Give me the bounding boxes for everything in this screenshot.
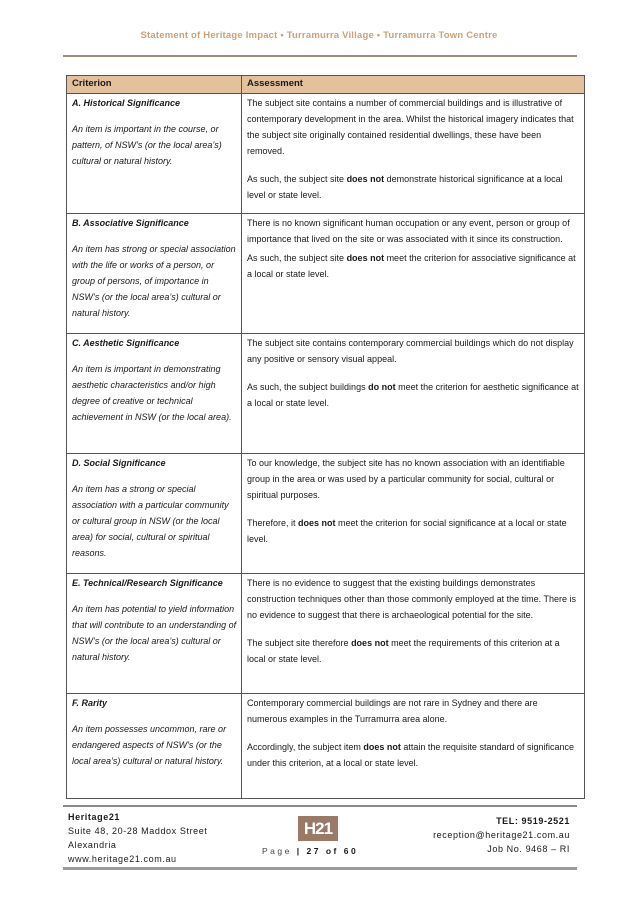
criterion-description: An item has potential to yield information that will contribute to an understanding of NSW’s (or the local area’s) cultural or natural history. xyxy=(72,604,237,662)
assessment-paragraph: Contemporary commercial buildings are not rare in Sydney and there are numerous examples in the Turramurra area alone. xyxy=(247,698,538,724)
criterion-description: An item has a strong or special association with a particular community or cultural group in NSW (or the local area) for social, cultural or spiritual reasons. xyxy=(72,484,229,558)
assessment-paragraph xyxy=(247,635,580,667)
assessment-text: demonstrate historical significance at a local level or state level. xyxy=(247,174,563,200)
assessment-finding: do not xyxy=(368,382,396,392)
assessment-paragraph: To our knowledge, the subject site has no known association with an identifiable group in the area or was used by a particular community for social, cultural or spiritual purposes. xyxy=(247,458,565,500)
assessment-text: meet the criterion for social significance at a local or state level. xyxy=(247,518,567,544)
page-separator: | xyxy=(296,846,302,856)
assessment-text: The subject site therefore xyxy=(247,638,352,648)
criterion-row xyxy=(67,694,585,799)
assessment-text: As such, the subject site xyxy=(247,174,347,184)
page-total: 60 xyxy=(343,846,359,856)
criterion-cell xyxy=(67,334,242,454)
assessment-text: As such, the subject buildings xyxy=(247,382,369,392)
assessment-paragraph: The subject site contains a number of commercial buildings and is illustrative of contemporary development in the area. Whilst the historical imagery indicates that the subject site originally contained residential dwellings, these have been removed. xyxy=(247,98,574,156)
footer-address-line-1: Suite 48, 20-28 Maddox Street xyxy=(68,826,208,836)
criterion-row xyxy=(67,454,585,574)
assessment-cell xyxy=(242,454,585,574)
criteria-table xyxy=(66,75,585,799)
assessment-paragraph xyxy=(247,250,580,282)
criterion-title: D. Social Significance xyxy=(72,458,166,468)
footer-bottom-rule xyxy=(63,867,577,870)
criterion-description: An item is important in the course, or pattern, of NSW’s (or the local area’s) cultural or natural history. xyxy=(72,124,222,166)
assessment-cell xyxy=(242,94,585,214)
assessment-text: meet the requirements of this criterion at a local or state level. xyxy=(247,638,560,664)
criterion-cell xyxy=(67,214,242,334)
assessment-paragraph: The subject site contains contemporary commercial buildings which do not display any positive or sensory visual appeal. xyxy=(247,338,574,364)
criterion-title: F. Rarity xyxy=(72,698,108,708)
criterion-cell xyxy=(67,694,242,799)
footer-address-line-2: Alexandria xyxy=(68,840,117,850)
assessment-paragraph xyxy=(247,515,580,547)
heritage21-logo: H21 xyxy=(298,816,338,841)
criterion-row xyxy=(67,94,585,214)
assessment-finding: does not xyxy=(346,253,385,263)
criterion-description: An item possesses uncommon, rare or endangered aspects of NSW’s (or the local area’s) cultural or natural history. xyxy=(72,724,227,766)
page-number xyxy=(262,846,358,856)
assessment-text: Accordingly, the subject item xyxy=(247,742,364,752)
page-current: 27 xyxy=(306,846,321,856)
assessment-paragraph xyxy=(247,379,580,411)
table-header-row xyxy=(67,76,585,94)
assessment-cell xyxy=(242,334,585,454)
assessment-cell xyxy=(242,694,585,799)
footer-email: reception@heritage21.com.au xyxy=(433,830,570,840)
criterion-row xyxy=(67,574,585,694)
footer-contact-block xyxy=(433,814,570,856)
footer-website: www.heritage21.com.au xyxy=(68,854,177,864)
header-divider xyxy=(63,55,577,57)
criterion-description: An item has strong or special association with the life or works of a person, or group of persons, of importance in NSW’s (or the local area’s) cultural or natural history. xyxy=(72,244,236,318)
page-of: of xyxy=(325,846,339,856)
assessment-paragraph xyxy=(247,739,580,771)
criterion-row xyxy=(67,334,585,454)
assessment-cell xyxy=(242,574,585,694)
criterion-description: An item is important in demonstrating aesthetic characteristics and/or high degree of creative or technical achievement in NSW (or the local area). xyxy=(72,364,232,422)
criterion-title: C. Aesthetic Significance xyxy=(72,338,180,348)
footer-telephone: TEL: 9519-2521 xyxy=(496,816,570,826)
footer-divider xyxy=(63,805,577,807)
assessment-cell xyxy=(242,214,585,334)
assessment-paragraph: There is no evidence to suggest that the existing buildings demonstrates construction techniques other than those commonly employed at the time. There is no evidence to suggest that there is archaeological potential for the site. xyxy=(247,578,577,620)
assessment-text: Therefore, it xyxy=(247,518,299,528)
criterion-column-header: Criterion xyxy=(67,76,242,94)
assessment-paragraph: There is no known significant human occupation or any event, person or group of importance that lived on the site or was associated with it since its construction. xyxy=(247,218,570,244)
assessment-text: As such, the subject site xyxy=(247,253,347,263)
criterion-title: A. Historical Significance xyxy=(72,98,181,108)
assessment-text: attain the requisite standard of significance under this criterion, at a local or state level. xyxy=(247,742,574,768)
assessment-finding: does not xyxy=(298,518,336,528)
criterion-title: B. Associative Significance xyxy=(72,218,189,228)
assessment-paragraph xyxy=(247,171,580,203)
page-label: Page xyxy=(262,846,292,856)
footer-address-block xyxy=(68,810,207,866)
criterion-row xyxy=(67,214,585,334)
assessment-finding: does not xyxy=(346,174,385,184)
criterion-title: E. Technical/Research Significance xyxy=(72,578,223,588)
assessment-text: meet the criterion for associative significance at a local or state level. xyxy=(247,253,576,279)
running-header: Statement of Heritage Impact • Turramurra Village • Turramurra Town Centre xyxy=(140,30,498,41)
assessment-column-header: Assessment xyxy=(242,76,585,94)
criterion-cell xyxy=(67,94,242,214)
criterion-cell xyxy=(67,454,242,574)
assessment-finding: does not xyxy=(363,742,401,752)
criterion-cell xyxy=(67,574,242,694)
criteria-table-body xyxy=(67,94,585,799)
footer-company-name: Heritage21 xyxy=(68,812,121,822)
assessment-text: meet the criterion for aesthetic significance at a local or state level. xyxy=(247,382,579,408)
footer-job-number: Job No. 9468 – RI xyxy=(487,844,570,854)
assessment-finding: does not xyxy=(351,638,389,648)
